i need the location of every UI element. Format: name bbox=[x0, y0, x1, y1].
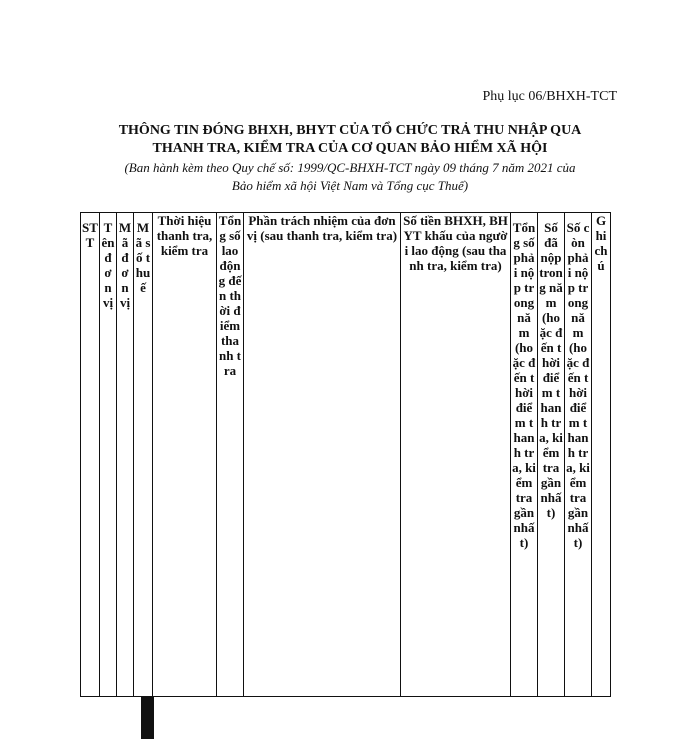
header-tong-so-phai-nop: Tổng số phải nộp trong năm (hoặc đến thời điểm thanh tra, kiểm tra gần nhất) bbox=[511, 213, 538, 697]
header-thoi-hieu: Thời hiệu thanh tra, kiểm tra bbox=[153, 213, 217, 697]
header-so-da-nop: Số đã nộp trong năm (hoặc đến thời điểm thanh tra, kiểm tra gần nhất) bbox=[538, 213, 565, 697]
table-subheader-row bbox=[141, 697, 700, 739]
header-ma-don-vi: Mã đơn vị bbox=[117, 213, 134, 697]
table-cell bbox=[152, 698, 153, 739]
header-ghi-chu: Ghi chú bbox=[592, 213, 611, 697]
header-so-con-phai-nop: Số còn phải nộp trong năm (hoặc đến thời điểm thanh tra, kiểm tra gần nhất) bbox=[565, 213, 592, 697]
header-so-tien-khau: Số tiền BHXH, BHYT khấu của người lao động (sau thanh tra, kiểm tra) bbox=[401, 213, 511, 697]
document-subtitle-line-2: Bảo hiểm xã hội Việt Nam và Tổng cục Thuế) bbox=[60, 177, 640, 195]
header-ten-don-vi: Tên đơn vị bbox=[100, 213, 117, 697]
document-title-line-2: THANH TRA, KIỂM TRA CỦA CƠ QUAN BẢO HIỂM XÃ HỘI bbox=[60, 140, 640, 158]
table-header-row bbox=[81, 213, 611, 697]
header-tong-so-lao-dong: Tổng số lao động đến thời điểm thanh tra bbox=[217, 213, 244, 697]
appendix-label: Phụ lục 06/BHXH-TCT bbox=[482, 89, 617, 105]
document-title-line-1: THÔNG TIN ĐÓNG BHXH, BHYT CỦA TỔ CHỨC TRẢ THU NHẬP QUA bbox=[60, 122, 640, 140]
header-ma-so-thue: Mã số thuế bbox=[134, 213, 153, 697]
document-subtitle-line-1: (Ban hành kèm theo Quy chế số: 1999/QC-BHXH-TCT ngày 09 tháng 7 năm 2021 của bbox=[60, 159, 640, 177]
header-stt: STT bbox=[81, 213, 100, 697]
report-table bbox=[80, 212, 611, 697]
header-phan-trach-nhiem: Phần trách nhiệm của đơn vị (sau thanh tra, kiểm tra) bbox=[244, 213, 401, 697]
